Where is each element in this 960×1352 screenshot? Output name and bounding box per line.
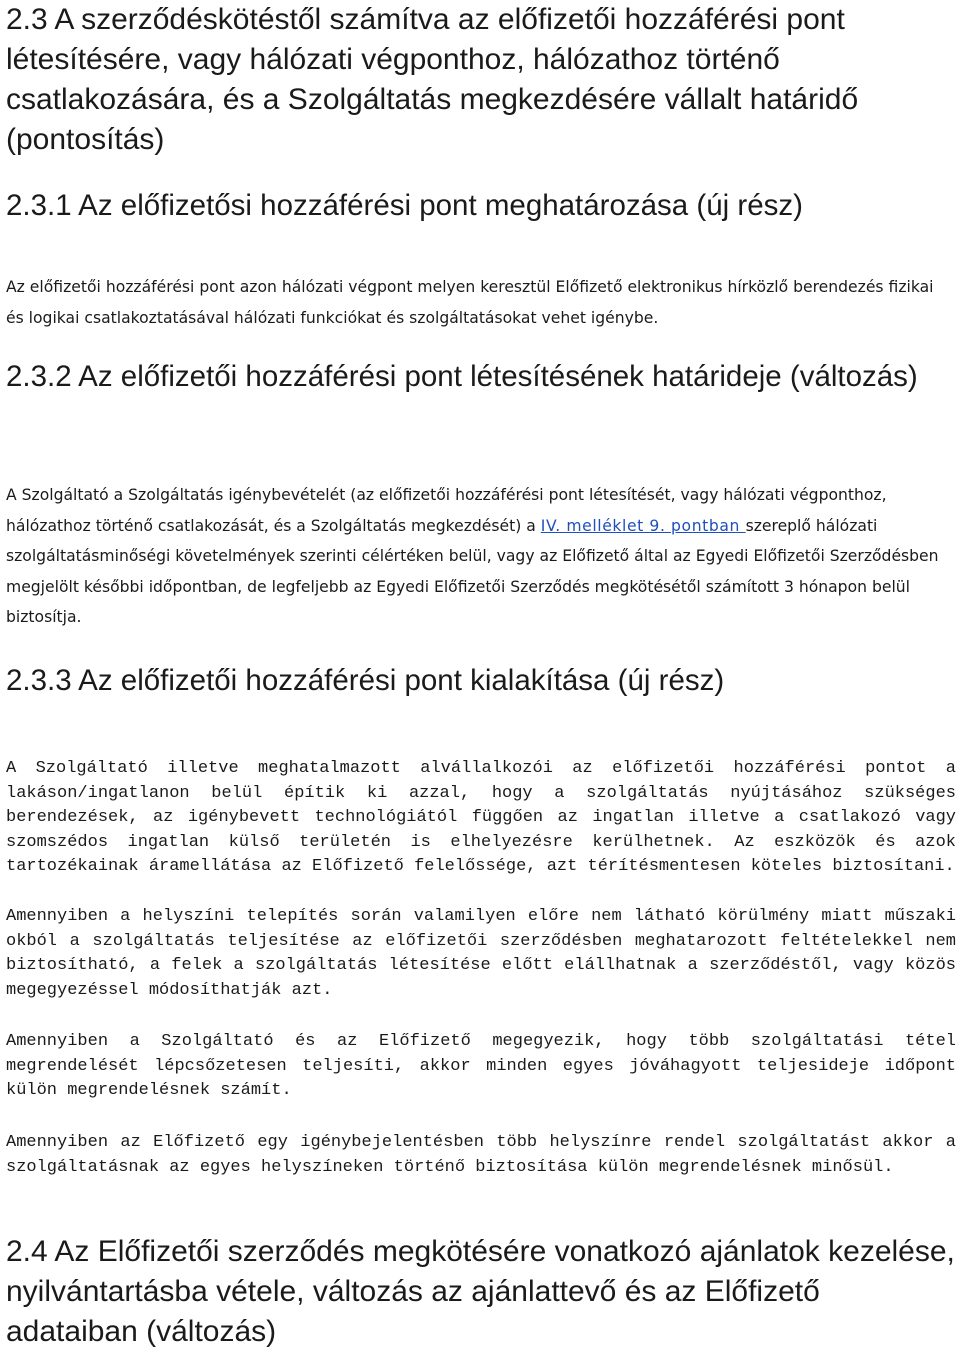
section-2-3-3-paragraph-3: Amennyiben a Szolgáltató és az Előfizető megegyezik, hogy több szolgáltatási tétel megrendelését lépcsőzetesen teljesíti, akkor minden egyes jóváhagyott teljesideje időpont külön megrendelésnek számít. (6, 1032, 956, 1100)
section-2-3-2-heading: 2.3.2 Az előfizetői hozzáférési pont létesítésének határideje (változás) (6, 360, 918, 393)
section-2-4-heading: 2.4 Az Előfizetői szerződés megkötésére vonatkozó ajánlatok kezelése, nyilvántartásba vétele, változás az ajánlattevő és az Előfizető adataiban (változás) (6, 1235, 955, 1348)
section-2-3-1-paragraph: Az előfizetői hozzáférési pont azon hálózati végpont melyen keresztül Előfizető elektronikus hírközlő berendezés fizikai és logikai csatlakoztatásával hálózati funkciókat és szolgáltatásokat vehet igénybe. (6, 278, 934, 327)
paragraph-text-before-link: A Szolgáltató a Szolgáltatás igénybevételét (az előfizetői hozzáférési pont létesítését, vagy hálózati végponthoz, hálózathoz történő csatlakozását, és a Szolgáltatás megkezdését) a (6, 486, 887, 535)
section-2-3-1-heading: 2.3.1 Az előfizetősi hozzáférési pont meghatározása (új rész) (6, 189, 803, 222)
paragraph-text-after-link: szereplő hálózati szolgáltatásminőségi követelmények szerinti célértéken belül, vagy az Előfizető által az Egyedi Előfizetői Szerződésben megjelölt későbbi időpontban, de legfeljebb az Egyedi Előfizetői Szerződés megkötésétől számított 3 hónapon belül biztosítja. (6, 516, 939, 626)
section-2-3-3-paragraph-2: Amennyiben a helyszíni telepítés során valamilyen előre nem látható körülmény miatt műszaki okból a szolgáltatás teljesítése az előfizetői szerződésben meghatarozott feltételekkel nem biztosítható, a felek a szolgáltatás létesítése előtt elállhatnak a szerződéstől, vagy közös megegyezéssel módosíthatják azt. (6, 907, 956, 1000)
section-2-3-3-heading: 2.3.3 Az előfizetői hozzáférési pont kialakítása (új rész) (6, 664, 725, 697)
section-2-3-heading: 2.3 A szerződéskötéstől számítva az előfizetői hozzáférési pont létesítésére, vagy hálózati végponthoz, hálózathoz történő csatlakozására, és a Szolgáltatás megkezdésére vállalt határidő (pontosítás) (6, 3, 859, 156)
section-2-3-2-paragraph (6, 480, 956, 633)
section-2-3-3-paragraph-4: Amennyiben az Előfizető egy igénybejelentésben több helyszínre rendel szolgáltatást akkor a szolgáltatásnak az egyes helyszíneken történő biztosítása külön megrendelésnek minősül. (6, 1133, 956, 1177)
section-2-3-3-paragraph-1: A Szolgáltató illetve meghatalmazott alvállalkozói az előfizetői hozzáférési pontot a lakáson/ingatlanon belül építik ki azzal, hogy a szolgáltatás nyújtásához szükséges berendezések, az igénybevett technológiától függően az ingatlan illetve a csatlakozó vagy szomszédos ingatlan külső területén is elhelyezésre kerülhetnek. Az eszközök és azok tartozékainak áramellátása az Előfizető felelőssége, azt térítésmentesen köteles biztosítani. (6, 759, 956, 876)
annex-iv-point-9-link[interactable]: IV. melléklet 9. pontban (540, 516, 746, 535)
